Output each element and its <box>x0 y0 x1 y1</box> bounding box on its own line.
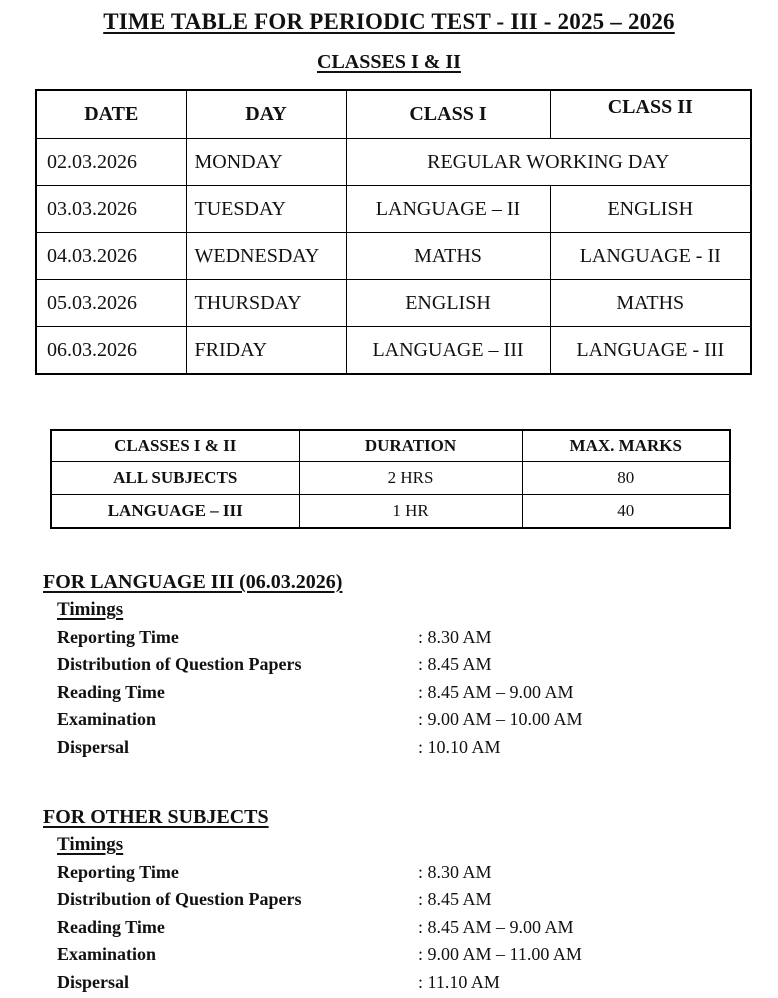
other-subjects-section-body <box>43 830 778 996</box>
timing-value: : 8.30 AM <box>418 627 492 647</box>
marks-header-classes: CLASSES I & II <box>51 430 299 462</box>
schedule-row-monday <box>36 139 751 186</box>
schedule-cell-class1: LANGUAGE – II <box>346 186 550 233</box>
timings-subheading: Timings <box>57 599 124 620</box>
timing-label: Examination <box>57 944 157 965</box>
schedule-cell-date: 03.03.2026 <box>36 186 186 233</box>
timing-value: : 10.10 AM <box>418 736 501 757</box>
timing-row-reporting <box>57 859 778 886</box>
timing-row-dispersal <box>57 734 778 761</box>
timing-value: : 8.45 AM – 9.00 AM <box>418 916 574 937</box>
language3-section-body <box>43 595 778 761</box>
schedule-row-thursday <box>36 280 751 327</box>
language3-section-heading: FOR LANGUAGE III (06.03.2026) <box>43 571 343 593</box>
timing-label: Dispersal <box>57 971 129 992</box>
timing-value: : 11.10 AM <box>418 971 500 992</box>
timing-label: Reporting Time <box>57 862 179 883</box>
timing-row-reporting <box>57 624 778 651</box>
marks-cell-subject: ALL SUBJECTS <box>51 462 299 495</box>
schedule-cell-date: 02.03.2026 <box>36 139 186 186</box>
timing-value: : 9.00 AM – 10.00 AM <box>418 709 583 730</box>
schedule-header-class2: CLASS II <box>550 90 751 139</box>
schedule-cell-class2: LANGUAGE - II <box>550 233 751 280</box>
schedule-cell-date: 04.03.2026 <box>36 233 186 280</box>
timing-row-distribution <box>57 651 778 678</box>
document-title: TIME TABLE FOR PERIODIC TEST - III - 2025 – 2026 <box>103 9 675 34</box>
marks-table <box>50 429 731 529</box>
schedule-row-friday <box>36 327 751 375</box>
timing-value: : 8.45 AM <box>418 889 492 910</box>
timings-subheading: Timings <box>57 834 124 856</box>
timing-label: Distribution of Question Papers <box>57 654 302 675</box>
marks-header-row <box>51 430 730 462</box>
timing-label: Dispersal <box>57 736 129 757</box>
schedule-cell-day: WEDNESDAY <box>186 233 346 280</box>
other-subjects-section-heading: FOR OTHER SUBJECTS <box>43 806 269 829</box>
timing-row-dispersal <box>57 969 778 996</box>
timing-row-reading <box>57 679 778 706</box>
marks-row-all-subjects <box>51 462 730 495</box>
schedule-cell-day: MONDAY <box>186 139 346 186</box>
timing-label: Reading Time <box>57 916 165 937</box>
schedule-cell-day: THURSDAY <box>186 280 346 327</box>
schedule-header-date: DATE <box>36 90 186 139</box>
timing-row-reading <box>57 914 778 941</box>
schedule-cell-date: 05.03.2026 <box>36 280 186 327</box>
marks-cell-duration: 1 HR <box>299 495 522 529</box>
other-subjects-section <box>0 804 778 996</box>
schedule-cell-class2: LANGUAGE - III <box>550 327 751 375</box>
schedule-table <box>35 89 752 375</box>
schedule-row-tuesday <box>36 186 751 233</box>
timing-value: : 8.45 AM – 9.00 AM <box>418 681 574 702</box>
timing-label: Examination <box>57 709 157 730</box>
schedule-cell-class1: LANGUAGE – III <box>346 327 550 375</box>
schedule-cell-class1: MATHS <box>346 233 550 280</box>
schedule-cell-class1: ENGLISH <box>346 280 550 327</box>
marks-cell-duration: 2 HRS <box>299 462 522 495</box>
timing-value: : 8.45 AM <box>418 654 492 675</box>
marks-header-duration: DURATION <box>299 430 522 462</box>
schedule-cell-class2: MATHS <box>550 280 751 327</box>
timing-label: Distribution of Question Papers <box>57 889 302 910</box>
marks-cell-marks: 40 <box>522 495 730 529</box>
schedule-header-row <box>36 90 751 139</box>
timing-row-examination <box>57 941 778 968</box>
marks-row-language3 <box>51 495 730 529</box>
timing-row-examination <box>57 706 778 733</box>
schedule-header-class1: CLASS I <box>346 90 550 139</box>
timing-value: : 9.00 AM – 11.00 AM <box>418 944 582 965</box>
marks-cell-marks: 80 <box>522 462 730 495</box>
marks-cell-subject: LANGUAGE – III <box>51 495 299 529</box>
schedule-row-wednesday <box>36 233 751 280</box>
schedule-cell-class2: ENGLISH <box>550 186 751 233</box>
classes-subtitle: CLASSES I & II <box>317 51 461 73</box>
timing-label: Reporting Time <box>57 627 179 647</box>
language3-section <box>0 569 778 761</box>
timing-label: Reading Time <box>57 681 165 702</box>
schedule-cell-merged: REGULAR WORKING DAY <box>346 139 751 186</box>
timing-value: : 8.30 AM <box>418 862 492 883</box>
schedule-cell-day: FRIDAY <box>186 327 346 375</box>
timing-row-distribution <box>57 886 778 913</box>
schedule-header-day: DAY <box>186 90 346 139</box>
schedule-cell-date: 06.03.2026 <box>36 327 186 375</box>
marks-header-maxmarks: MAX. MARKS <box>522 430 730 462</box>
schedule-cell-day: TUESDAY <box>186 186 346 233</box>
